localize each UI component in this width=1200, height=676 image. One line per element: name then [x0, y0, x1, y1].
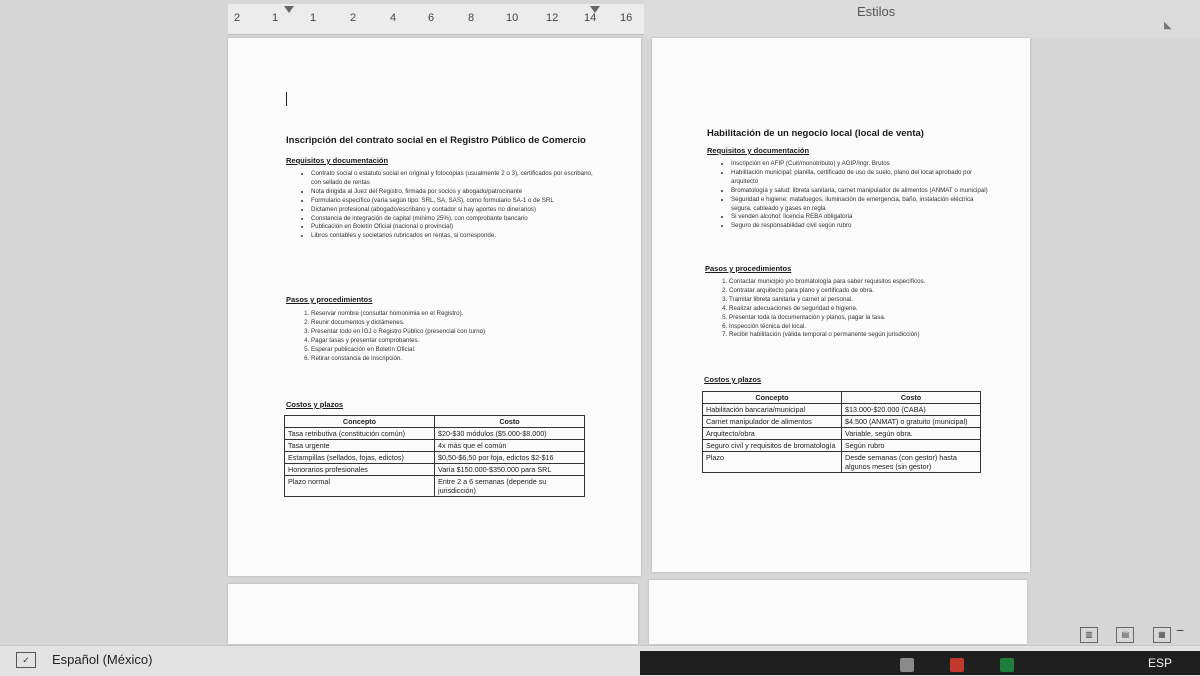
table-row	[703, 452, 981, 473]
list-item: 1. Contactar municipio y/o bromatología para saber requisitos específicos.	[729, 278, 991, 287]
language-status[interactable]: Español (México)	[52, 652, 153, 667]
table-cell: Desde semanas (con gestor) hasta algunos meses (sin gestor)	[842, 452, 981, 473]
table-cell: Estampillas (sellados, fojas, edictos)	[285, 452, 435, 464]
list-item: 1. Reservar nombre (consultar homonimia en el Registro).	[311, 310, 601, 319]
web-layout-icon[interactable]: ▦	[1153, 627, 1171, 643]
ruler-tick-label: 16	[620, 12, 633, 24]
table-cell: Habilitación bancaria/municipal	[703, 404, 842, 416]
table-cell: Variable, según obra.	[842, 428, 981, 440]
table-cell: $13.000-$20.000 (CABA)	[842, 404, 981, 416]
resize-grip-icon[interactable]: ◣	[1164, 20, 1172, 31]
ruler-tick-label: 2	[350, 12, 357, 24]
left-indent-marker[interactable]	[284, 6, 294, 13]
taskbar-excel-icon[interactable]	[1000, 658, 1014, 672]
table-cell: Carnet manipulador de alimentos	[703, 416, 842, 428]
document-page-left[interactable]	[228, 38, 641, 576]
table-cell: $4.500 (ANMAT) o gratuito (municipal)	[842, 416, 981, 428]
list-item: • Habilitación municipal: planilla, certificado de uso de suelo, plano del local aprobado por arquitecto	[731, 169, 993, 187]
ruler-tick-label: 14	[584, 12, 597, 24]
read-mode-icon[interactable]: ▥	[1080, 627, 1098, 643]
list-item: • Inscripción en AFIP (Cuit/monotributo) y AGIP/Ingr. Brutos	[731, 160, 993, 169]
right-indent-marker[interactable]	[590, 6, 600, 13]
left-costs-table	[284, 415, 585, 497]
ruler-tick-label: 1	[310, 12, 317, 24]
right-costs-heading: Costos y plazos	[704, 375, 762, 384]
left-req-list	[300, 170, 601, 241]
system-taskbar	[640, 651, 1200, 675]
list-item: • Contrato social o estatuto social en original y fotocopias (usualmente 2 o 3), certificados por escribano, con sellado de rentas	[311, 170, 601, 188]
view-mode-buttons	[1080, 624, 1185, 644]
list-item: 4. Realizar adecuaciones de seguridad e higiene.	[729, 305, 991, 314]
styles-pane-header	[644, 0, 1200, 38]
table-row	[703, 428, 981, 440]
table-cell: Entre 2 a 6 semanas (depende su jurisdicción)	[435, 476, 585, 497]
taskbar-app-icon[interactable]	[900, 658, 914, 672]
document-page-right[interactable]	[652, 38, 1030, 572]
list-item: • Dictamen profesional (abogado/escribano y contador si hay aportes no dinerarios)	[311, 206, 601, 215]
table-row	[285, 476, 585, 497]
table-cell: Seguro civil y requisitos de bromatología	[703, 440, 842, 452]
ruler-tick-label: 1	[272, 12, 279, 24]
list-item: 6. Retirar constancia de inscripción.	[311, 355, 601, 364]
list-item: 5. Presentar toda la documentación y planos, pagar la tasa.	[729, 314, 991, 323]
list-item: • Publicación en Boletín Oficial (nacional o provincial)	[311, 223, 601, 232]
list-item: • Formulario específico (varía según tipo: SRL, SA, SAS), como formulario SA-1 o de SRL	[311, 197, 601, 206]
table-row	[703, 404, 981, 416]
list-item: • Seguro de responsabilidad civil según rubro	[731, 222, 993, 231]
right-doc-title: Habilitación de un negocio local (local de venta)	[707, 128, 924, 139]
list-item: 2. Contratar arquitecto para plano y certificado de obra.	[729, 287, 991, 296]
list-item: 2. Reunir documentos y dictámenes.	[311, 319, 601, 328]
list-item: 3. Tramitar libreta sanitaria y carnet al personal.	[729, 296, 991, 305]
input-language-indicator[interactable]: ESP	[1148, 656, 1173, 670]
list-item: 3. Presentar todo en IGJ o Registro Público (presencial con turno)	[311, 328, 601, 337]
left-req-heading: Requisitos y documentación	[286, 156, 389, 165]
list-item: • Si venden alcohol: licencia REBA obligatoria	[731, 213, 993, 222]
table-row	[285, 464, 585, 476]
table-row	[285, 440, 585, 452]
table-header-cell: Concepto	[285, 416, 435, 428]
left-steps-heading: Pasos y procedimientos	[286, 295, 373, 304]
styles-pane-title: Estilos	[857, 4, 896, 19]
table-cell: Honorarios profesionales	[285, 464, 435, 476]
list-item: • Libros contables y societarios rubricados en rentas, si corresponde.	[311, 232, 601, 241]
list-item: 6. Inspección técnica del local.	[729, 323, 991, 332]
ruler-tick-label: 4	[390, 12, 397, 24]
list-item: • Constancia de integración de capital (mínimo 25%), con comprobante bancario	[311, 215, 601, 224]
zoom-out-button[interactable]: −	[1176, 622, 1185, 638]
ruler-tick-label: 6	[428, 12, 435, 24]
right-costs-table	[702, 391, 981, 473]
print-layout-icon[interactable]: ▤	[1116, 627, 1134, 643]
table-cell: Plazo normal	[285, 476, 435, 497]
list-item: • Nota dirigida al Juez del Registro, firmada por socios y abogado/patrocinante	[311, 188, 601, 197]
horizontal-ruler[interactable]	[228, 4, 644, 35]
table-cell: Plazo	[703, 452, 842, 473]
table-header-cell: Concepto	[703, 392, 842, 404]
list-item: • Seguridad e higiene: matafuegos, iluminación de emergencia, baño, instalación eléctrica segura, cableado y gases en regla	[731, 196, 993, 214]
language-check-icon[interactable]: ✓	[16, 652, 36, 668]
document-page-next-right[interactable]	[649, 580, 1027, 644]
right-steps-list	[718, 278, 991, 340]
table-row	[285, 452, 585, 464]
taskbar-app-icon[interactable]	[950, 658, 964, 672]
right-steps-heading: Pasos y procedimientos	[705, 264, 792, 273]
ruler-tick-label: 8	[468, 12, 475, 24]
left-costs-heading: Costos y plazos	[286, 400, 344, 409]
ruler-tick-label: 12	[546, 12, 559, 24]
table-cell: $0,50-$6,50 por foja, edictos $2-$16	[435, 452, 585, 464]
list-item: 5. Esperar publicación en Boletín Oficial.	[311, 346, 601, 355]
list-item: 4. Pagar tasas y presentar comprobantes.	[311, 337, 601, 346]
table-cell: Tasa urgente	[285, 440, 435, 452]
table-row	[703, 416, 981, 428]
ruler-tick-label: 10	[506, 12, 519, 24]
table-cell: 4x más que el común	[435, 440, 585, 452]
list-item: • Bromatología y salud: libreta sanitaria, carnet manipulador de alimentos (ANMAT o municipal)	[731, 187, 993, 196]
list-item: 7. Recibir habilitación (válida temporal o permanente según jurisdicción)	[729, 331, 991, 340]
table-cell: Tasa retributiva (constitución común)	[285, 428, 435, 440]
table-header-cell: Costo	[435, 416, 585, 428]
document-page-next-left[interactable]	[228, 584, 638, 644]
right-req-list	[720, 160, 993, 231]
table-cell: $20-$30 módulos ($5.000-$8.000)	[435, 428, 585, 440]
table-header-cell: Costo	[842, 392, 981, 404]
table-cell: Arquitecto/obra	[703, 428, 842, 440]
table-cell: Según rubro	[842, 440, 981, 452]
table-row	[703, 440, 981, 452]
ruler-tick-label: 2	[234, 12, 241, 24]
table-cell: Varía $150.000-$350.000 para SRL	[435, 464, 585, 476]
table-row	[285, 428, 585, 440]
left-doc-title: Inscripción del contrato social en el Registro Público de Comercio	[286, 135, 586, 146]
left-steps-list	[300, 310, 601, 363]
right-req-heading: Requisitos y documentación	[707, 146, 810, 155]
text-cursor	[286, 92, 287, 106]
